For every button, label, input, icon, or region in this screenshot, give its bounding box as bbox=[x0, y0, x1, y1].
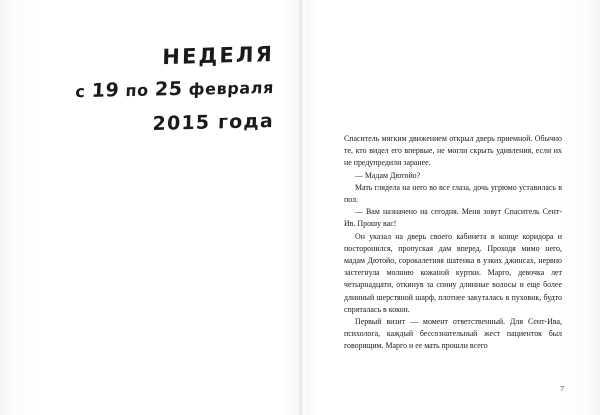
heading-date-range bbox=[42, 76, 275, 103]
body-text bbox=[344, 133, 562, 353]
paragraph: — Вам назначено на сегодня. Меня зовут Спаситель Сент-Ив. Прошу вас! bbox=[344, 207, 562, 229]
chapter-heading bbox=[42, 41, 275, 135]
paragraph: — Мадам Дютойо? bbox=[355, 170, 421, 180]
paragraph: Мать глядела на него во все глаза, дочь угрюмо уставилась в пол. bbox=[344, 182, 562, 205]
page-number: 7 bbox=[560, 384, 564, 393]
heading-week-label: НЕДЕЛЯ bbox=[161, 41, 275, 70]
heading-year: 2015 года bbox=[152, 109, 275, 135]
paragraph: Он указал на дверь своего кабинета в конце коридора и посторонился, пропуская дам вперед. Проходя мимо него, мадам Дютойо, сорокалетняя шатенка в узких джинсах, нервно застегнула молнию кожаной куртки. Марго, девочка лет четырнадцати, откинув за спину длинные волосы и еще более длинный шерстяной шарф, плотнее закуталась в пуховик, будто спряталась в кокон. bbox=[344, 231, 562, 314]
heading-date-prefix: с bbox=[74, 81, 86, 102]
paragraph: Спаситель мягким движением открыл дверь приемной. Обычно те, кто видел его впервые, не могли скрыть удивления, если их не предупредили заранее. bbox=[344, 134, 562, 168]
heading-date-from: 19 bbox=[91, 79, 120, 102]
book-gutter bbox=[296, 0, 305, 415]
heading-date-month: февраля bbox=[188, 77, 275, 99]
heading-date-mid: по bbox=[125, 80, 150, 101]
paragraph: Первый визит — момент ответственный. Для Сент-Ива, психолога, каждый бессознательный жест пациенток был говорящим. Марго и ее мать прошли всего bbox=[344, 317, 562, 351]
heading-date-to: 25 bbox=[154, 77, 184, 101]
right-page bbox=[300, 0, 600, 415]
